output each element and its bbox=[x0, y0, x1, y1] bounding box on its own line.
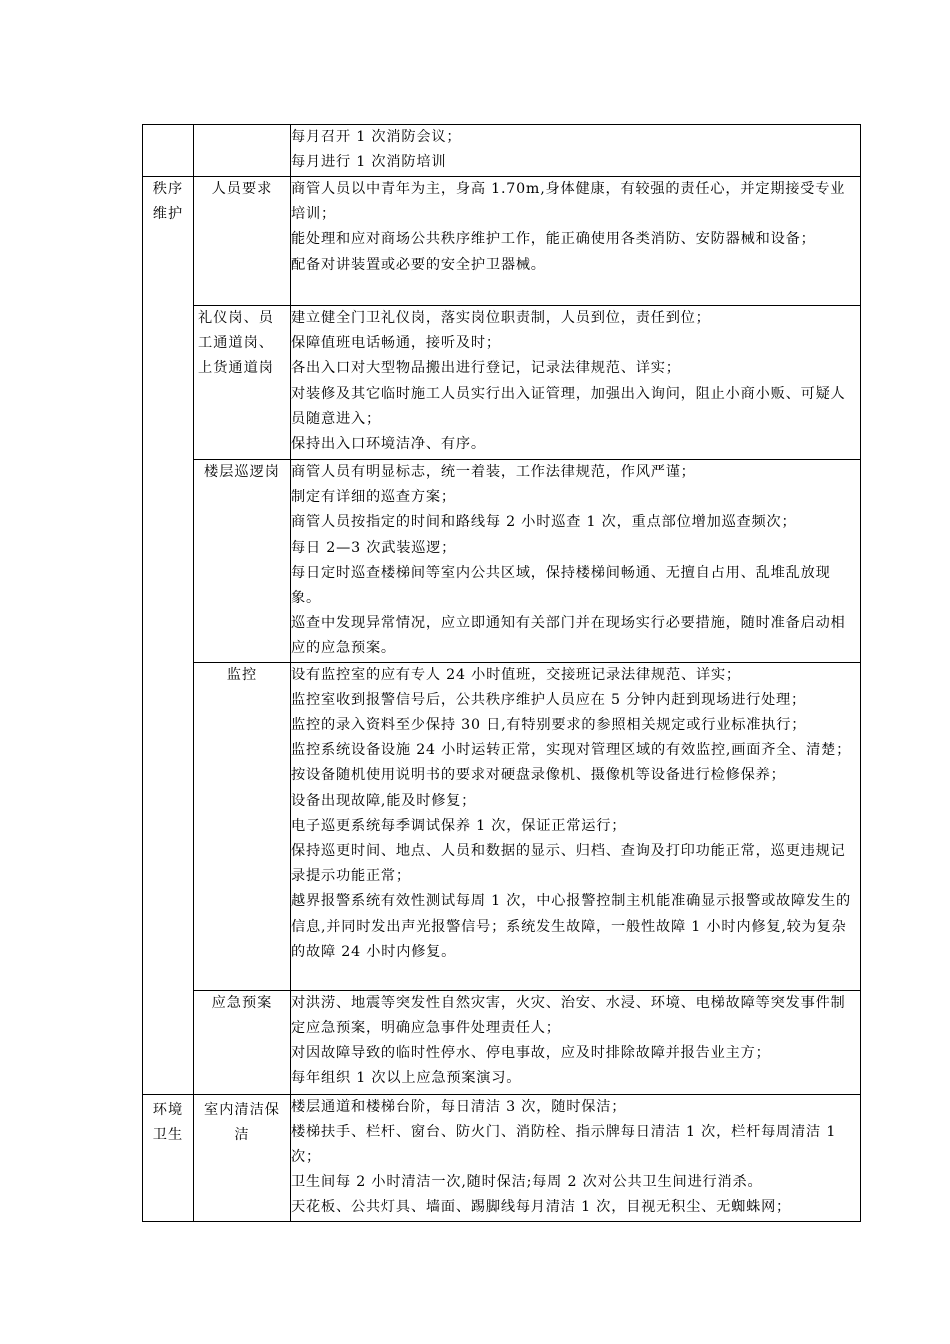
list-item: 楼梯扶手、栏杆、窗台、防火门、消防栓、指示牌每日清洁 1 次，栏杆每周清洁 1 次； bbox=[291, 1123, 837, 1166]
list-item: 按设备随机使用说明书的要求对硬盘录像机、摄像机等设备进行检修保养； bbox=[291, 767, 786, 784]
list-item: 电子巡更系统每季调试保养 1 次，保证正常运行； bbox=[291, 817, 627, 834]
list-item: 楼层通道和楼梯台阶，每日清洁 3 次，随时保洁； bbox=[291, 1098, 627, 1115]
items-cell bbox=[291, 990, 861, 1094]
items-cell bbox=[291, 125, 861, 177]
section-personnel: 人员要求 bbox=[194, 177, 291, 306]
list-item: 天花板、公共灯具、墙面、踢脚线每月清洁 1 次，目视无积尘、无蜘蛛网； bbox=[291, 1199, 792, 1216]
section-gate-posts: 礼仪岗、员工通道岗、上货通道岗 bbox=[194, 306, 291, 460]
list-item: 每日定时巡查楼梯间等室内公共区域，保持楼梯间畅通、无擅自占用、乱堆乱放现象。 bbox=[291, 564, 831, 607]
list-item: 制定有详细的巡查方案； bbox=[291, 489, 456, 506]
list-item: 对因故障导致的临时性停水、停电事故，应及时排除故障并报告业主方； bbox=[291, 1045, 771, 1062]
items-cell bbox=[291, 177, 861, 306]
table-row-monitoring bbox=[143, 662, 861, 990]
section-monitoring: 监控 bbox=[194, 662, 291, 990]
items-cell bbox=[291, 460, 861, 663]
list-item: 配备对讲装置或必要的安全护卫器械。 bbox=[291, 256, 546, 273]
list-item: 卫生间每 2 小时清洁一次,随时保洁;每周 2 次对公共卫生间进行消杀。 bbox=[291, 1174, 763, 1191]
list-item: 越界报警系统有效性测试每周 1 次，中心报警控制主机能准确显示报警或故障发生的信息,并同时发出声光报警信号；系统发生故障，一般性故障 1 小时内修复,较为复杂的故障 24 小时内修复。 bbox=[291, 893, 851, 960]
table-row-floor-patrol bbox=[143, 460, 861, 663]
category-cell-empty bbox=[143, 125, 194, 177]
list-item: 每月召开 1 次消防会议； bbox=[291, 129, 462, 145]
section-cell-empty bbox=[194, 125, 291, 177]
list-item: 商管人员按指定的时间和路线每 2 小时巡查 1 次，重点部位增加巡查频次； bbox=[291, 514, 797, 531]
list-item: 设备出现故障,能及时修复； bbox=[291, 792, 477, 809]
list-item: 对装修及其它临时施工人员实行出入证管理，加强出入询问，阻止小商小贩、可疑人员随意进入； bbox=[291, 385, 846, 427]
table-row-fire-meeting bbox=[143, 125, 861, 177]
table-row-personnel bbox=[143, 177, 861, 306]
items-cell bbox=[291, 1094, 861, 1221]
list-item: 商管人员以中青年为主，身高 1.70m,身体健康，有较强的责任心，并定期接受专业培训； bbox=[291, 181, 846, 223]
items-cell bbox=[291, 306, 861, 460]
items-cell bbox=[291, 662, 861, 990]
list-item: 对洪涝、地震等突发性自然灾害，火灾、治安、水浸、环境、电梯故障等突发事件制定应急预案，明确应急事件处理责任人； bbox=[291, 994, 846, 1036]
list-item: 各出入口对大型物品搬出进行登记，记录法律规范、详实； bbox=[291, 360, 681, 377]
list-item: 监控的录入资料至少保持 30 日,有特别要求的参照相关规定或行业标准执行； bbox=[291, 717, 807, 734]
list-item: 监控室收到报警信号后，公共秩序维护人员应在 5 分钟内赶到现场进行处理； bbox=[291, 691, 807, 708]
list-item: 保障值班电话畅通，接听及时； bbox=[291, 335, 501, 352]
list-item: 保持巡更时间、地点、人员和数据的显示、归档、查询及打印功能正常，巡更违规记录提示功能正常； bbox=[291, 843, 846, 885]
list-item: 监控系统设备设施 24 小时运转正常，实现对管理区域的有效监控,画面齐全、清楚； bbox=[291, 742, 852, 759]
list-item: 保持出入口环境洁净、有序。 bbox=[291, 436, 486, 453]
section-indoor-cleaning: 室内清洁保洁 bbox=[194, 1094, 291, 1221]
list-item: 每年组织 1 次以上应急预案演习。 bbox=[291, 1070, 522, 1087]
table-row-emergency-plan bbox=[143, 990, 861, 1094]
category-order-maintenance: 秩序维护 bbox=[143, 177, 194, 1095]
list-item: 设有监控室的应有专人 24 小时值班，交接班记录法律规范、详实； bbox=[291, 666, 741, 683]
list-item: 巡查中发现异常情况，应立即通知有关部门并在现场实行必要措施，随时准备启动相应的应急预案。 bbox=[291, 615, 846, 657]
table-row-indoor-cleaning bbox=[143, 1094, 861, 1221]
category-environment-hygiene: 环境卫生 bbox=[143, 1094, 194, 1221]
list-item: 每日 2—3 次武装巡逻； bbox=[291, 539, 457, 556]
table-row-gate-posts bbox=[143, 306, 861, 460]
section-floor-patrol: 楼层巡逻岗 bbox=[194, 460, 291, 663]
section-emergency-plan: 应急预案 bbox=[194, 990, 291, 1094]
list-item: 建立健全门卫礼仪岗，落实岗位职责制，人员到位，责任到位； bbox=[291, 310, 711, 326]
list-item: 每月进行 1 次消防培训 bbox=[291, 154, 447, 171]
list-item: 能处理和应对商场公共秩序维护工作，能正确使用各类消防、安防器械和设备； bbox=[291, 231, 816, 248]
list-item: 商管人员有明显标志，统一着装，工作法律规范，作风严谨； bbox=[291, 464, 696, 480]
service-standard-table bbox=[142, 124, 861, 1222]
